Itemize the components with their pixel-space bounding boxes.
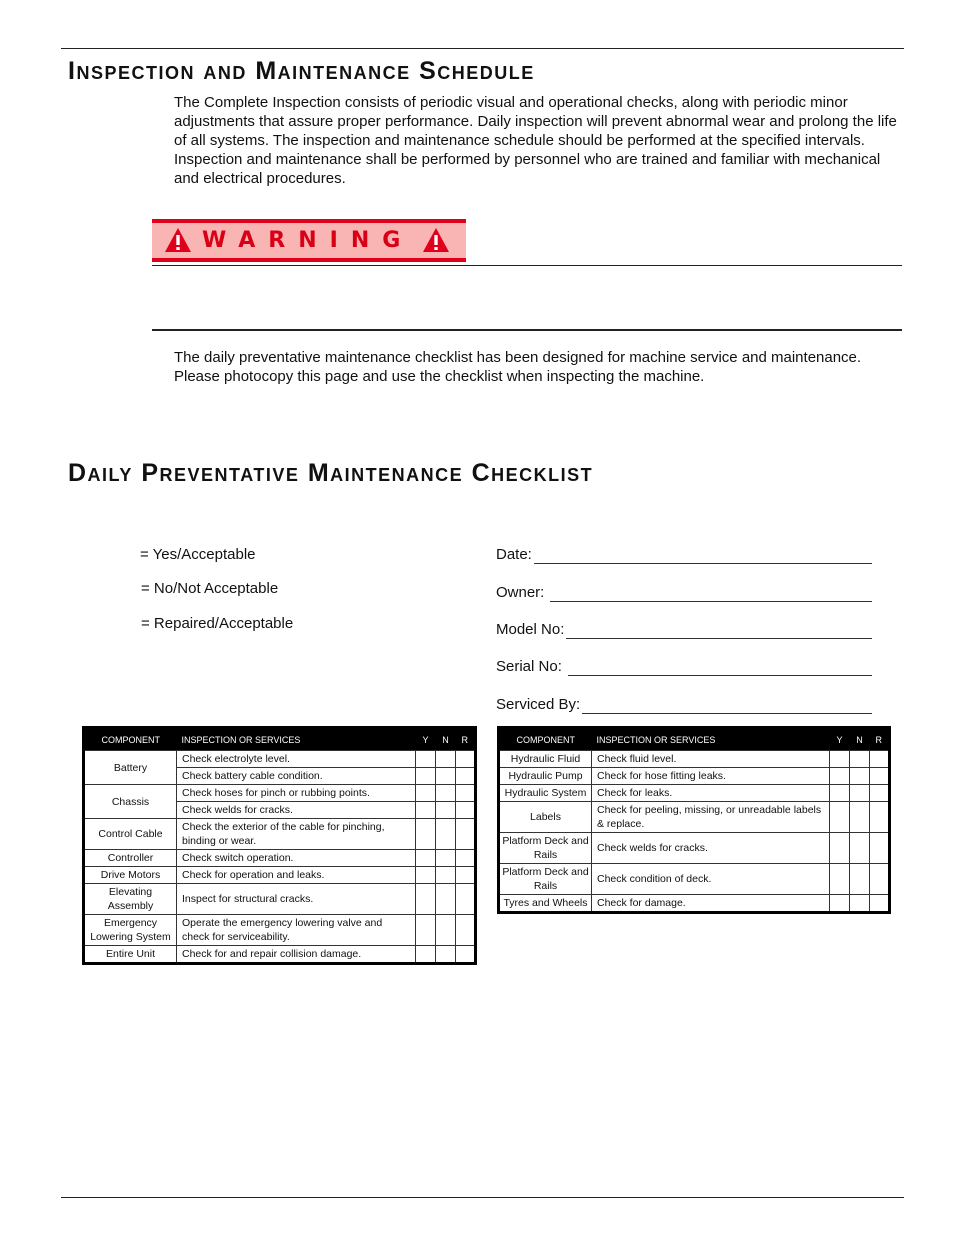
- inspection-cell: Check for hose fitting leaks.: [592, 768, 830, 785]
- warning-triangle-icon: [422, 227, 450, 253]
- inspection-cell: Check for and repair collision damage.: [177, 946, 416, 964]
- checkbox-r[interactable]: [456, 884, 476, 915]
- header-component: COMPONENT: [499, 728, 592, 751]
- inspection-cell: Check hoses for pinch or rubbing points.: [177, 785, 416, 802]
- owner-label: Owner:: [496, 584, 545, 601]
- legend-repaired: = Repaired/Acceptable: [141, 615, 294, 632]
- checkbox-n[interactable]: [850, 785, 870, 802]
- inspection-cell: Check welds for cracks.: [592, 833, 830, 864]
- checkbox-r[interactable]: [456, 867, 476, 884]
- inspection-cell: Check welds for cracks.: [177, 802, 416, 819]
- left-checklist-table: [82, 726, 477, 965]
- checkbox-y[interactable]: [416, 884, 436, 915]
- checkbox-r[interactable]: [456, 946, 476, 964]
- inspection-cell: Check fluid level.: [592, 751, 830, 768]
- checkbox-y[interactable]: [416, 819, 436, 850]
- checkbox-r[interactable]: [456, 802, 476, 819]
- inspection-cell: Check switch operation.: [177, 850, 416, 867]
- checkbox-n[interactable]: [436, 785, 456, 802]
- header-y: Y: [830, 728, 850, 751]
- checkbox-r[interactable]: [870, 864, 890, 895]
- checkbox-n[interactable]: [850, 833, 870, 864]
- checkbox-n[interactable]: [436, 802, 456, 819]
- component-cell: Emergency Lowering System: [84, 915, 177, 946]
- checkbox-y[interactable]: [830, 802, 850, 833]
- bottom-rule: [61, 1197, 904, 1198]
- serviced-by-label: Serviced By:: [496, 696, 581, 713]
- component-cell: Drive Motors: [84, 867, 177, 884]
- checklist-note: The daily preventative maintenance checklist has been designed for machine service and maintenance. Please photocopy this page and use the checklist when inspecting the machine.: [174, 349, 862, 385]
- right-checklist-table: [497, 726, 891, 914]
- component-cell: Platform Deck and Rails: [499, 864, 592, 895]
- component-cell: Battery: [84, 751, 177, 785]
- table-row: [499, 785, 890, 802]
- top-rule: [61, 48, 904, 49]
- warning-banner: [152, 219, 466, 262]
- inspection-cell: Check battery cable condition.: [177, 768, 416, 785]
- component-cell: Hydraulic Fluid: [499, 751, 592, 768]
- section-title-checklist: Daily Preventative Maintenance Checklist: [68, 459, 594, 487]
- checkbox-y[interactable]: [416, 802, 436, 819]
- inspection-cell: Check electrolyte level.: [177, 751, 416, 768]
- model-no-field[interactable]: [496, 621, 872, 639]
- checkbox-n[interactable]: [436, 915, 456, 946]
- checkbox-n[interactable]: [850, 802, 870, 833]
- checkbox-y[interactable]: [416, 785, 436, 802]
- component-cell: Entire Unit: [84, 946, 177, 964]
- checkbox-n[interactable]: [850, 864, 870, 895]
- checkbox-n[interactable]: [436, 867, 456, 884]
- inspection-cell: Check for operation and leaks.: [177, 867, 416, 884]
- inspection-cell: Check for peeling, missing, or unreadable labels & replace.: [592, 802, 830, 833]
- table-row: [84, 785, 476, 802]
- table-row: [499, 833, 890, 864]
- table-row: [84, 751, 476, 768]
- table-row: [84, 867, 476, 884]
- checkbox-r[interactable]: [456, 915, 476, 946]
- checkbox-r[interactable]: [456, 768, 476, 785]
- component-cell: Labels: [499, 802, 592, 833]
- header-inspection: INSPECTION OR SERVICES: [177, 728, 416, 751]
- inspection-cell: Operate the emergency lowering valve and check for serviceability.: [177, 915, 416, 946]
- header-n: N: [436, 728, 456, 751]
- table-row: [84, 850, 476, 867]
- checkbox-r[interactable]: [456, 850, 476, 867]
- table-row: [499, 895, 890, 913]
- checkbox-r[interactable]: [870, 785, 890, 802]
- checkbox-y[interactable]: [416, 946, 436, 964]
- component-cell: Platform Deck and Rails: [499, 833, 592, 864]
- table-row: [84, 819, 476, 850]
- checkbox-r[interactable]: [456, 785, 476, 802]
- checkbox-n[interactable]: [436, 768, 456, 785]
- header-r: R: [870, 728, 890, 751]
- header-y: Y: [416, 728, 436, 751]
- table-row: [499, 751, 890, 768]
- component-cell: Hydraulic System: [499, 785, 592, 802]
- checkbox-r[interactable]: [870, 833, 890, 864]
- component-cell: Tyres and Wheels: [499, 895, 592, 913]
- date-field[interactable]: [496, 546, 872, 564]
- checkbox-r[interactable]: [870, 751, 890, 768]
- header-n: N: [850, 728, 870, 751]
- header-r: R: [456, 728, 476, 751]
- component-cell: Chassis: [84, 785, 177, 819]
- component-cell: Hydraulic Pump: [499, 768, 592, 785]
- checkbox-y[interactable]: [830, 768, 850, 785]
- component-cell: Elevating Assembly: [84, 884, 177, 915]
- checkbox-y[interactable]: [416, 768, 436, 785]
- section-title-inspection: Inspection and Maintenance Schedule: [68, 57, 535, 85]
- table-row: [84, 946, 476, 964]
- header-component: COMPONENT: [84, 728, 177, 751]
- date-label: Date:: [496, 546, 532, 563]
- owner-field[interactable]: [496, 584, 872, 602]
- inspection-cell: Check condition of deck.: [592, 864, 830, 895]
- checkbox-y[interactable]: [830, 833, 850, 864]
- checkbox-n[interactable]: [850, 768, 870, 785]
- component-cell: Control Cable: [84, 819, 177, 850]
- checkbox-n[interactable]: [850, 895, 870, 913]
- serial-no-label: Serial No:: [496, 658, 562, 675]
- inspection-cell: Check for damage.: [592, 895, 830, 913]
- intro-paragraph: The Complete Inspection consists of periodic visual and operational checks, along with periodic minor adjustments that assure proper performance. Daily inspection will prevent abnormal wear and prolong the life of all systems. The inspection and maintenance schedule should be performed at the specified intervals. Inspection and maintenance shall be performed by personnel who are trained and familiar with mechanical and electrical procedures.: [174, 94, 897, 187]
- checkbox-n[interactable]: [850, 751, 870, 768]
- table-row: [499, 802, 890, 833]
- legend-yes: = Yes/Acceptable: [140, 546, 256, 563]
- warning-rule-bottom: [152, 329, 902, 331]
- checkbox-y[interactable]: [416, 751, 436, 768]
- checkbox-y[interactable]: [830, 864, 850, 895]
- serial-no-field[interactable]: [496, 658, 872, 676]
- checkbox-n[interactable]: [436, 751, 456, 768]
- checkbox-n[interactable]: [436, 819, 456, 850]
- inspection-cell: Inspect for structural cracks.: [177, 884, 416, 915]
- warning-triangle-icon: [164, 227, 192, 253]
- table-row: [84, 884, 476, 915]
- warning-label: WARNING: [202, 228, 414, 253]
- checkbox-r[interactable]: [456, 819, 476, 850]
- inspection-cell: Check the exterior of the cable for pinching, binding or wear.: [177, 819, 416, 850]
- checkbox-r[interactable]: [870, 895, 890, 913]
- legend-no: = No/Not Acceptable: [141, 580, 279, 597]
- checkbox-r[interactable]: [870, 802, 890, 833]
- inspection-cell: Check for leaks.: [592, 785, 830, 802]
- table-row: [499, 768, 890, 785]
- table-row: [84, 915, 476, 946]
- checkbox-n[interactable]: [436, 850, 456, 867]
- checkbox-r[interactable]: [870, 768, 890, 785]
- table-row: [499, 864, 890, 895]
- component-cell: Controller: [84, 850, 177, 867]
- checkbox-r[interactable]: [456, 751, 476, 768]
- checkbox-y[interactable]: [416, 867, 436, 884]
- checkbox-n[interactable]: [436, 946, 456, 964]
- checkbox-y[interactable]: [830, 895, 850, 913]
- model-no-label: Model No:: [496, 621, 565, 638]
- warning-rule-top: [152, 265, 902, 266]
- checkbox-y[interactable]: [830, 785, 850, 802]
- checkbox-n[interactable]: [436, 884, 456, 915]
- checkbox-y[interactable]: [416, 850, 436, 867]
- checkbox-y[interactable]: [416, 915, 436, 946]
- header-inspection: INSPECTION OR SERVICES: [592, 728, 830, 751]
- serviced-by-field[interactable]: [496, 696, 872, 714]
- checkbox-y[interactable]: [830, 751, 850, 768]
